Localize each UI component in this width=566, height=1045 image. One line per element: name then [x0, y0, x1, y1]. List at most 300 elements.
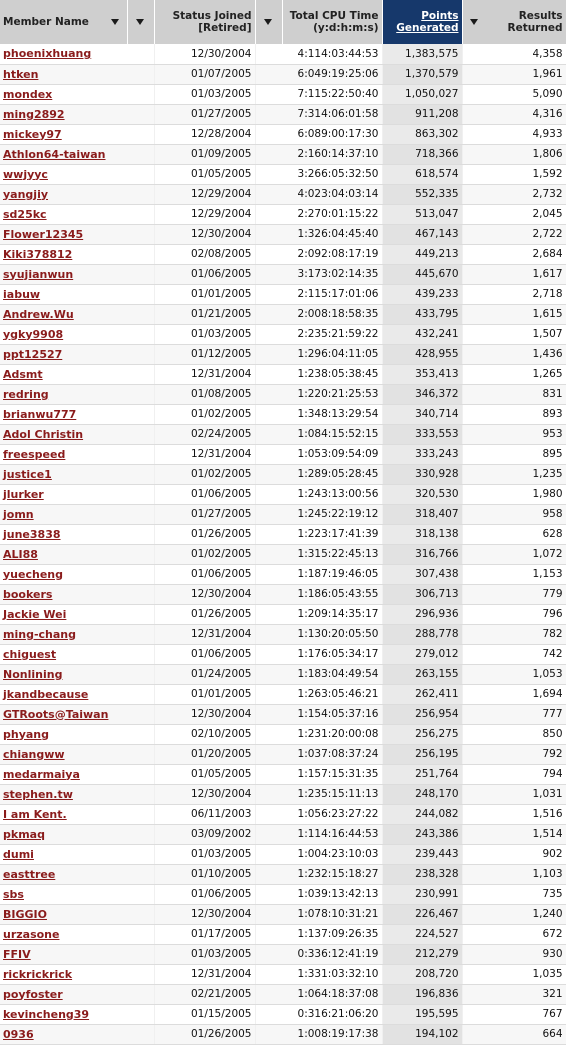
- cpu-time-cell: 1:008:19:17:38: [255, 1024, 382, 1044]
- cpu-time-cell: 1:238:05:38:45: [255, 364, 382, 384]
- member-name-link[interactable]: freespeed: [3, 447, 66, 461]
- points-cell: 353,413: [382, 364, 462, 384]
- points-cell: 1,370,579: [382, 64, 462, 84]
- cpu-time-cell: 1:220:21:25:53: [255, 384, 382, 404]
- member-name-cell: [0, 604, 154, 624]
- member-name-cell: [0, 224, 154, 244]
- points-cell: 307,438: [382, 564, 462, 584]
- member-name-header[interactable]: [0, 0, 127, 44]
- table-row: [0, 324, 566, 344]
- joined-date-cell: 01/02/2005: [154, 404, 255, 424]
- member-name-cell: [0, 664, 154, 684]
- table-row: [0, 544, 566, 564]
- member-name-cell: [0, 164, 154, 184]
- member-name-cell: [0, 804, 154, 824]
- joined-date-cell: 01/03/2005: [154, 324, 255, 344]
- results-cell: 628: [462, 524, 566, 544]
- sort-down-icon[interactable]: [136, 19, 144, 25]
- results-cell: 664: [462, 1024, 566, 1044]
- joined-date-cell: 01/02/2005: [154, 544, 255, 564]
- joined-date-cell: 01/05/2005: [154, 764, 255, 784]
- results-cell: 4,933: [462, 124, 566, 144]
- status-joined-header-label: Status Joined [Retired]: [172, 10, 252, 34]
- member-name-link[interactable]: june3838: [3, 527, 61, 541]
- member-name-cell: [0, 564, 154, 584]
- member-name-cell: [0, 284, 154, 304]
- results-cell: 1,153: [462, 564, 566, 584]
- points-cell: 224,527: [382, 924, 462, 944]
- table-row: [0, 764, 566, 784]
- cpu-time-cell: 2:115:17:01:06: [255, 284, 382, 304]
- member-name-cell: [0, 984, 154, 1004]
- joined-date-cell: 01/26/2005: [154, 604, 255, 624]
- cpu-time-cell: 2:235:21:59:22: [255, 324, 382, 344]
- table-row: [0, 564, 566, 584]
- joined-date-cell: 01/06/2005: [154, 564, 255, 584]
- points-cell: 212,279: [382, 944, 462, 964]
- joined-date-cell: 01/17/2005: [154, 924, 255, 944]
- member-name-link[interactable]: chiguest: [3, 647, 57, 661]
- member-name-link[interactable]: mondex: [3, 87, 53, 101]
- results-cell: 1,615: [462, 304, 566, 324]
- results-cell: 1,053: [462, 664, 566, 684]
- table-row: [0, 84, 566, 104]
- member-name-link[interactable]: Flower12345: [3, 227, 84, 241]
- results-cell: 4,358: [462, 44, 566, 64]
- points-cell: 1,383,575: [382, 44, 462, 64]
- member-name-cell: [0, 444, 154, 464]
- table-row: [0, 344, 566, 364]
- results-cell: 2,718: [462, 284, 566, 304]
- results-cell: 794: [462, 764, 566, 784]
- cpu-time-cell: 1:114:16:44:53: [255, 824, 382, 844]
- member-name-link[interactable]: GTRoots@Taiwan: [3, 707, 109, 721]
- results-cell: 779: [462, 584, 566, 604]
- member-name-cell: [0, 764, 154, 784]
- table-row: [0, 444, 566, 464]
- member-name-cell: [0, 304, 154, 324]
- results-cell: 902: [462, 844, 566, 864]
- member-name-link[interactable]: medarmaiya: [3, 767, 80, 781]
- member-name-cell: [0, 464, 154, 484]
- member-name-cell: [0, 744, 154, 764]
- table-row: [0, 104, 566, 124]
- member-name-cell: [0, 324, 154, 344]
- table-row: [0, 144, 566, 164]
- member-name-cell: [0, 384, 154, 404]
- member-name-link[interactable]: Andrew.Wu: [3, 307, 74, 321]
- joined-date-cell: 01/27/2005: [154, 504, 255, 524]
- status-joined-header[interactable]: [154, 0, 255, 44]
- member-name-link[interactable]: I am Kent.: [3, 807, 67, 821]
- points-cell: 230,991: [382, 884, 462, 904]
- cpu-time-cell: 7:115:22:50:40: [255, 84, 382, 104]
- table-row: [0, 164, 566, 184]
- member-name-cell: [0, 644, 154, 664]
- joined-date-cell: 12/30/2004: [154, 224, 255, 244]
- member-name-link[interactable]: ALI88: [3, 547, 38, 561]
- member-name-cell: [0, 1024, 154, 1044]
- cpu-time-cell: 1:263:05:46:21: [255, 684, 382, 704]
- member-name-link[interactable]: Adsmt: [3, 367, 43, 381]
- cpu-time-cell: 1:348:13:29:54: [255, 404, 382, 424]
- points-cell: 346,372: [382, 384, 462, 404]
- joined-date-cell: 01/26/2005: [154, 524, 255, 544]
- member-name-cell: [0, 684, 154, 704]
- cpu-time-cell: 3:173:02:14:35: [255, 264, 382, 284]
- joined-date-cell: 03/09/2002: [154, 824, 255, 844]
- joined-date-cell: 12/30/2004: [154, 704, 255, 724]
- results-cell: 1,961: [462, 64, 566, 84]
- cpu-time-cell: 1:296:04:11:05: [255, 344, 382, 364]
- joined-date-cell: 12/29/2004: [154, 184, 255, 204]
- member-name-cell: [0, 544, 154, 564]
- cpu-time-cell: 1:232:15:18:27: [255, 864, 382, 884]
- results-cell: 895: [462, 444, 566, 464]
- table-row: [0, 784, 566, 804]
- points-cell: 445,670: [382, 264, 462, 284]
- cpu-time-cell: 2:160:14:37:10: [255, 144, 382, 164]
- points-cell: 195,595: [382, 1004, 462, 1024]
- cpu-time-cell: 6:049:19:25:06: [255, 64, 382, 84]
- joined-date-cell: 06/11/2003: [154, 804, 255, 824]
- member-name-link[interactable]: BIGGIO: [3, 907, 47, 921]
- table-row: [0, 64, 566, 84]
- joined-date-cell: 02/10/2005: [154, 724, 255, 744]
- table-row: [0, 724, 566, 744]
- member-name-link[interactable]: ygky9908: [3, 327, 64, 341]
- member-name-link[interactable]: FFIV: [3, 947, 31, 961]
- results-returned-header[interactable]: [462, 0, 566, 44]
- member-name-link[interactable]: sd25kc: [3, 207, 47, 221]
- joined-date-cell: 01/09/2005: [154, 144, 255, 164]
- member-name-link[interactable]: stephen.tw: [3, 787, 73, 801]
- joined-date-cell: 12/31/2004: [154, 624, 255, 644]
- member-name-cell: [0, 944, 154, 964]
- points-cell: 330,928: [382, 464, 462, 484]
- table-row: [0, 404, 566, 424]
- table-row: [0, 644, 566, 664]
- points-cell: 251,764: [382, 764, 462, 784]
- table-row: [0, 524, 566, 544]
- member-name-cell: [0, 1004, 154, 1024]
- member-name-cell: [0, 124, 154, 144]
- cpu-time-cell: 1:209:14:35:17: [255, 604, 382, 624]
- joined-date-cell: 01/06/2005: [154, 484, 255, 504]
- points-cell: 208,720: [382, 964, 462, 984]
- table-row: [0, 684, 566, 704]
- member-name-link[interactable]: htken: [3, 67, 39, 81]
- member-name-cell: [0, 184, 154, 204]
- points-cell: 238,328: [382, 864, 462, 884]
- cpu-sort-header[interactable]: [255, 0, 282, 44]
- points-cell: 262,411: [382, 684, 462, 704]
- results-cell: 1,806: [462, 144, 566, 164]
- member-name-cell: [0, 104, 154, 124]
- results-cell: 1,035: [462, 964, 566, 984]
- points-cell: 320,530: [382, 484, 462, 504]
- table-row: [0, 44, 566, 64]
- cpu-time-cell: 2:092:08:17:19: [255, 244, 382, 264]
- joined-date-cell: 12/29/2004: [154, 204, 255, 224]
- joined-date-cell: 01/24/2005: [154, 664, 255, 684]
- joined-date-cell: 01/02/2005: [154, 464, 255, 484]
- member-name-link[interactable]: Jackie Wei: [3, 607, 67, 621]
- joined-date-cell: 01/21/2005: [154, 304, 255, 324]
- joined-date-cell: 01/01/2005: [154, 684, 255, 704]
- member-name-link[interactable]: chiangww: [3, 747, 65, 761]
- points-generated-sort-link[interactable]: Points Generated: [396, 10, 459, 34]
- joined-date-cell: 01/03/2005: [154, 844, 255, 864]
- member-name-link[interactable]: jkandbecause: [3, 687, 89, 701]
- results-cell: 782: [462, 624, 566, 644]
- points-cell: 194,102: [382, 1024, 462, 1044]
- results-cell: 1,436: [462, 344, 566, 364]
- member-name-cell: [0, 824, 154, 844]
- member-name-header-label: Member Name: [3, 16, 89, 28]
- cpu-time-cell: 1:245:22:19:12: [255, 504, 382, 524]
- member-name-cell: [0, 424, 154, 444]
- member-name-cell: [0, 524, 154, 544]
- results-cell: 1,103: [462, 864, 566, 884]
- results-cell: 893: [462, 404, 566, 424]
- table-row: [0, 244, 566, 264]
- table-row: [0, 904, 566, 924]
- member-name-cell: [0, 404, 154, 424]
- cpu-time-cell: 1:130:20:05:50: [255, 624, 382, 644]
- results-cell: 2,045: [462, 204, 566, 224]
- member-name-link[interactable]: Nonlining: [3, 667, 63, 681]
- points-cell: 226,467: [382, 904, 462, 924]
- table-row: [0, 124, 566, 144]
- member-name-cell: [0, 484, 154, 504]
- cpu-time-cell: 1:235:15:11:13: [255, 784, 382, 804]
- member-name-link[interactable]: 0936: [3, 1027, 34, 1041]
- cpu-time-cell: 1:084:15:52:15: [255, 424, 382, 444]
- member-name-link[interactable]: ppt12527: [3, 347, 63, 361]
- member-name-link[interactable]: phyang: [3, 727, 50, 741]
- table-row: [0, 584, 566, 604]
- results-cell: 735: [462, 884, 566, 904]
- table-row: [0, 924, 566, 944]
- table-row: [0, 184, 566, 204]
- cpu-time-cell: 1:039:13:42:13: [255, 884, 382, 904]
- member-name-link[interactable]: yuecheng: [3, 567, 63, 581]
- member-name-cell: [0, 504, 154, 524]
- cpu-time-cell: 1:223:17:41:39: [255, 524, 382, 544]
- cpu-time-cell: 7:314:06:01:58: [255, 104, 382, 124]
- table-row: [0, 304, 566, 324]
- joined-date-cell: 12/28/2004: [154, 124, 255, 144]
- cpu-time-cell: 1:137:09:26:35: [255, 924, 382, 944]
- results-cell: 1,514: [462, 824, 566, 844]
- member-name-link[interactable]: ming-chang: [3, 627, 76, 641]
- cpu-time-cell: 2:270:01:15:22: [255, 204, 382, 224]
- points-cell: 256,275: [382, 724, 462, 744]
- member-name-cell: [0, 924, 154, 944]
- table-row: [0, 384, 566, 404]
- table-row: [0, 984, 566, 1004]
- table-row: [0, 964, 566, 984]
- member-name-cell: [0, 844, 154, 864]
- results-cell: 831: [462, 384, 566, 404]
- member-name-cell: [0, 864, 154, 884]
- results-cell: 1,072: [462, 544, 566, 564]
- cpu-time-cell: 1:053:09:54:09: [255, 444, 382, 464]
- results-cell: 777: [462, 704, 566, 724]
- joined-date-cell: 12/31/2004: [154, 364, 255, 384]
- member-name-link[interactable]: jlurker: [3, 487, 44, 501]
- points-cell: 449,213: [382, 244, 462, 264]
- member-name-link[interactable]: easttree: [3, 867, 56, 881]
- points-generated-header[interactable]: [382, 0, 462, 44]
- cpu-time-cell: 1:078:10:31:21: [255, 904, 382, 924]
- member-name-link[interactable]: dumi: [3, 847, 34, 861]
- member-rows: [0, 44, 566, 1044]
- joined-date-cell: 01/15/2005: [154, 1004, 255, 1024]
- joined-date-cell: 12/30/2004: [154, 904, 255, 924]
- joined-date-cell: 12/31/2004: [154, 444, 255, 464]
- member-name-link[interactable]: brianwu777: [3, 407, 77, 421]
- member-name-link[interactable]: justice1: [3, 467, 52, 481]
- results-cell: 958: [462, 504, 566, 524]
- cpu-time-cell: 1:326:04:45:40: [255, 224, 382, 244]
- member-name-link[interactable]: yangjiy: [3, 187, 49, 201]
- joined-date-cell: 01/07/2005: [154, 64, 255, 84]
- cpu-time-cell: 1:004:23:10:03: [255, 844, 382, 864]
- table-row: [0, 364, 566, 384]
- points-cell: 296,936: [382, 604, 462, 624]
- points-cell: 618,574: [382, 164, 462, 184]
- cpu-time-cell: 1:243:13:00:56: [255, 484, 382, 504]
- results-cell: 1,235: [462, 464, 566, 484]
- results-cell: 5,090: [462, 84, 566, 104]
- results-cell: 2,732: [462, 184, 566, 204]
- points-cell: 256,195: [382, 744, 462, 764]
- status-sort-header[interactable]: [127, 0, 154, 44]
- member-name-link[interactable]: mickey97: [3, 127, 62, 141]
- member-name-cell: [0, 344, 154, 364]
- member-name-link[interactable]: phoenixhuang: [3, 47, 92, 61]
- joined-date-cell: 01/01/2005: [154, 284, 255, 304]
- results-cell: 672: [462, 924, 566, 944]
- table-row: [0, 604, 566, 624]
- results-cell: 930: [462, 944, 566, 964]
- sort-down-icon[interactable]: [264, 19, 272, 25]
- member-name-link[interactable]: jomn: [3, 507, 34, 521]
- results-cell: 1,694: [462, 684, 566, 704]
- joined-date-cell: 12/30/2004: [154, 784, 255, 804]
- results-cell: 850: [462, 724, 566, 744]
- table-row: [0, 464, 566, 484]
- cpu-time-header[interactable]: [282, 0, 382, 44]
- member-name-cell: [0, 44, 154, 64]
- member-name-cell: [0, 64, 154, 84]
- member-name-cell: [0, 144, 154, 164]
- points-cell: 306,713: [382, 584, 462, 604]
- points-cell: 239,443: [382, 844, 462, 864]
- results-cell: 321: [462, 984, 566, 1004]
- member-name-link[interactable]: poyfoster: [3, 987, 63, 1001]
- member-name-link[interactable]: iabuw: [3, 287, 41, 301]
- results-cell: 1,265: [462, 364, 566, 384]
- member-name-link[interactable]: kevincheng39: [3, 1007, 90, 1021]
- cpu-time-cell: 1:183:04:49:54: [255, 664, 382, 684]
- results-cell: 1,617: [462, 264, 566, 284]
- sort-down-icon[interactable]: [111, 19, 119, 25]
- points-cell: 432,241: [382, 324, 462, 344]
- member-name-link[interactable]: pkmaq: [3, 827, 45, 841]
- member-name-link[interactable]: Adol Christin: [3, 427, 84, 441]
- cpu-time-cell: 1:231:20:00:08: [255, 724, 382, 744]
- results-cell: 2,684: [462, 244, 566, 264]
- points-cell: 263,155: [382, 664, 462, 684]
- points-cell: 1,050,027: [382, 84, 462, 104]
- points-cell: 318,138: [382, 524, 462, 544]
- member-name-link[interactable]: Athlon64-taiwan: [3, 147, 106, 161]
- points-cell: 244,082: [382, 804, 462, 824]
- member-name-link[interactable]: ming2892: [3, 107, 65, 121]
- cpu-time-cell: 1:064:18:37:08: [255, 984, 382, 1004]
- table-row: [0, 264, 566, 284]
- cpu-time-cell: 4:023:04:03:14: [255, 184, 382, 204]
- joined-date-cell: 01/06/2005: [154, 264, 255, 284]
- results-cell: 1,240: [462, 904, 566, 924]
- results-cell: 1,507: [462, 324, 566, 344]
- cpu-time-header-label: Total CPU Time (y:d:h:m:s): [289, 10, 379, 34]
- table-row: [0, 744, 566, 764]
- table-row: [0, 504, 566, 524]
- cpu-time-cell: 2:008:18:58:35: [255, 304, 382, 324]
- results-cell: 2,722: [462, 224, 566, 244]
- member-name-cell: [0, 904, 154, 924]
- points-cell: 243,386: [382, 824, 462, 844]
- cpu-time-cell: 0:336:12:41:19: [255, 944, 382, 964]
- points-cell: 196,836: [382, 984, 462, 1004]
- points-cell: 333,553: [382, 424, 462, 444]
- table-row: [0, 284, 566, 304]
- member-name-link[interactable]: rickrickrick: [3, 967, 73, 981]
- member-name-cell: [0, 724, 154, 744]
- cpu-time-cell: 1:037:08:37:24: [255, 744, 382, 764]
- member-name-link[interactable]: wwjyyc: [3, 167, 48, 181]
- points-cell: 340,714: [382, 404, 462, 424]
- member-name-link[interactable]: Kiki378812: [3, 247, 73, 261]
- cpu-time-cell: 1:331:03:32:10: [255, 964, 382, 984]
- cpu-time-cell: 1:186:05:43:55: [255, 584, 382, 604]
- joined-date-cell: 01/26/2005: [154, 1024, 255, 1044]
- table-row: [0, 824, 566, 844]
- member-name-cell: [0, 264, 154, 284]
- member-name-link[interactable]: sbs: [3, 887, 24, 901]
- member-name-link[interactable]: urzasone: [3, 927, 60, 941]
- points-cell: 513,047: [382, 204, 462, 224]
- points-cell: 318,407: [382, 504, 462, 524]
- points-cell: 248,170: [382, 784, 462, 804]
- joined-date-cell: 01/08/2005: [154, 384, 255, 404]
- sort-down-icon[interactable]: [470, 19, 478, 25]
- results-cell: 792: [462, 744, 566, 764]
- cpu-time-cell: 3:266:05:32:50: [255, 164, 382, 184]
- results-cell: 4,316: [462, 104, 566, 124]
- member-name-link[interactable]: syujianwun: [3, 267, 74, 281]
- cpu-time-cell: 4:114:03:44:53: [255, 44, 382, 64]
- member-name-link[interactable]: redring: [3, 387, 49, 401]
- cpu-time-cell: 1:289:05:28:45: [255, 464, 382, 484]
- member-name-link[interactable]: bookers: [3, 587, 53, 601]
- table-row: [0, 664, 566, 684]
- joined-date-cell: 01/05/2005: [154, 164, 255, 184]
